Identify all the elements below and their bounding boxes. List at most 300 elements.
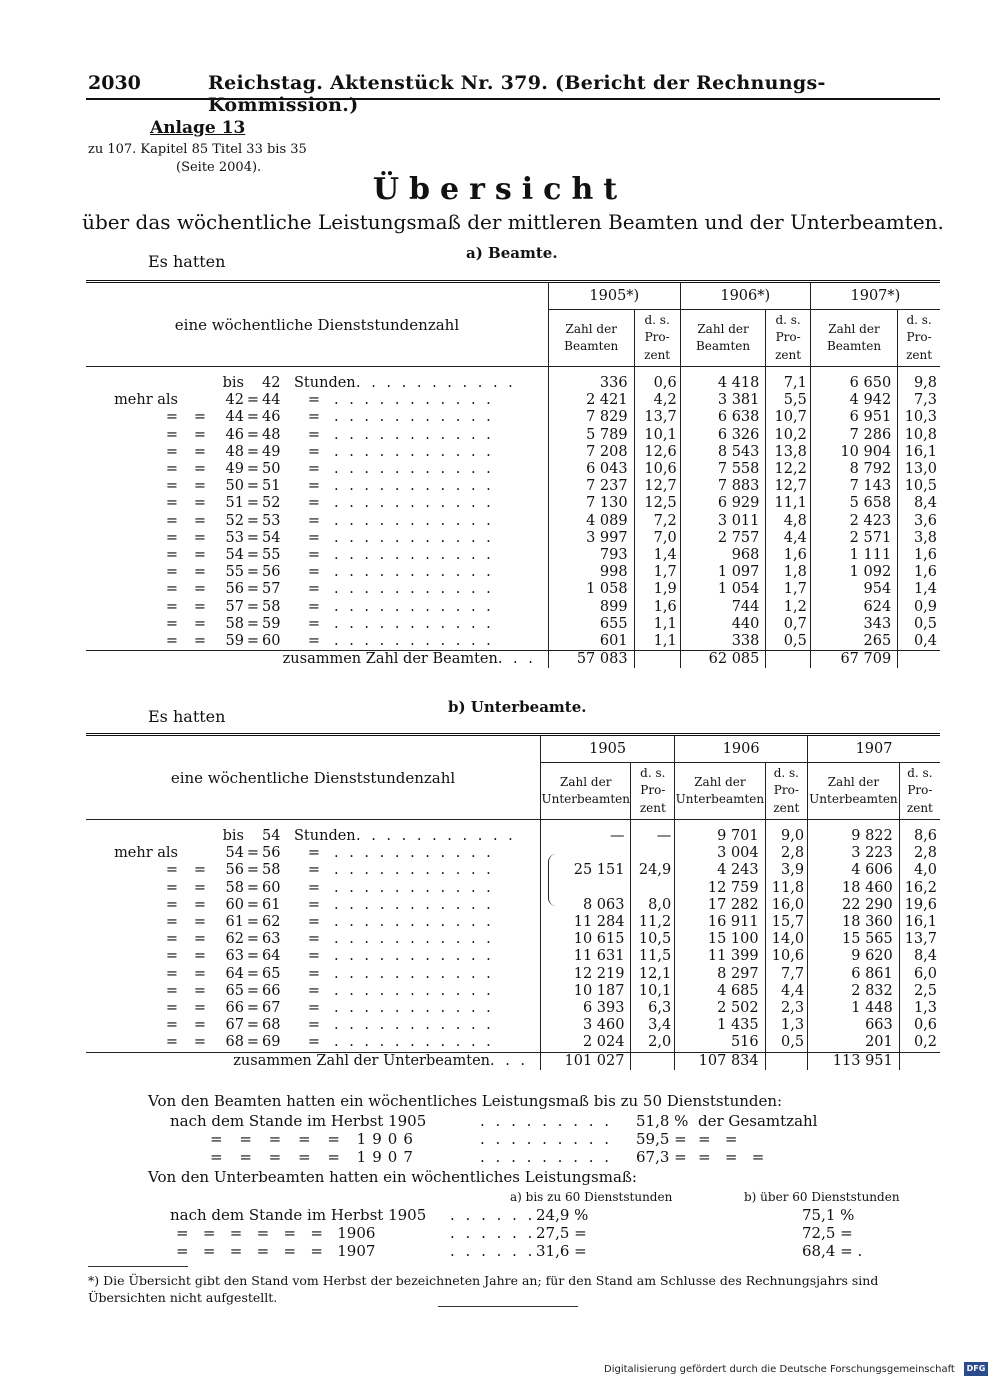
count-cell: 8 297	[675, 966, 765, 983]
table-row	[86, 616, 940, 633]
row-label	[86, 564, 548, 581]
count-cell: 7 883	[680, 478, 766, 495]
row-prefix: mehr als	[114, 845, 178, 862]
percent-cell: 7,2	[634, 513, 680, 530]
pct-label-line1: d. s.	[906, 313, 932, 328]
percent-cell: 0,5	[898, 616, 940, 633]
count-cell: 601	[548, 633, 634, 651]
row-ditto: =	[193, 914, 206, 931]
leader-dots: . . . . . . . . . . .	[334, 426, 494, 443]
count-cell: 5 658	[810, 495, 897, 512]
leader-dots: . . . . . . . . . . .	[334, 598, 494, 615]
percent-cell: 1,4	[898, 581, 940, 598]
running-title: Reichstag. Aktenstück Nr. 379. (Bericht der Rechnungs-Kommission.)	[208, 72, 826, 116]
table-b-col-header: eine wöchentliche Dienststundenzahl	[86, 735, 541, 820]
percent-cell	[631, 845, 675, 862]
leader-dots: . . . . . . . . . . .	[334, 633, 494, 650]
row-label	[86, 862, 541, 879]
count-cell: 9 822	[808, 828, 900, 845]
table-a-col-header: eine wöchentliche Dienststundenzahl	[86, 282, 548, 367]
table-row	[86, 478, 940, 495]
percent-cell: 2,8	[765, 845, 807, 862]
percent-col-header	[631, 763, 675, 820]
percent-cell: 4,8	[766, 513, 810, 530]
header-rule	[86, 98, 940, 100]
pct-label-line1: d. s.	[640, 766, 666, 781]
row-to: 69	[262, 1034, 281, 1051]
sum-empty	[899, 1052, 940, 1070]
count-label-line2: Beamten	[826, 339, 882, 353]
leader-dots: . . . . . . . . . . .	[334, 1017, 494, 1034]
percent-cell: 1,2	[766, 599, 810, 616]
percent-cell: 12,2	[766, 461, 810, 478]
percent-cell: 10,8	[898, 427, 940, 444]
percent-cell: 7,1	[766, 375, 810, 392]
leader-dots: . . . . . . . . . . .	[334, 529, 494, 546]
count-cell: 1 054	[680, 581, 766, 598]
count-cell: 4 685	[675, 983, 765, 1000]
row-label	[86, 948, 541, 965]
row-ditto: =	[246, 461, 260, 478]
row-from: 54	[225, 845, 244, 862]
leader-dots: . . . . . . . . .	[480, 1148, 613, 1166]
table-row	[86, 931, 940, 948]
count-cell: 2 024	[541, 1034, 631, 1052]
row-to: 64	[262, 948, 281, 965]
row-prefix: =	[165, 633, 178, 650]
percent-cell: 2,3	[765, 1000, 807, 1017]
leader-dots: . . . . . . . . . . .	[334, 1000, 494, 1017]
row-ditto: =	[193, 443, 206, 460]
row-ditto: =	[246, 879, 260, 896]
leader-dots: . . . . . . . . . . .	[334, 512, 494, 529]
summary-beamte-value: 59,5 =	[636, 1130, 687, 1148]
summary-beamte-tail: = = =	[698, 1148, 765, 1166]
count-cell: 8 543	[680, 444, 766, 461]
percent-cell: 16,1	[899, 914, 940, 931]
row-label	[86, 461, 548, 478]
count-cell: 1 448	[808, 1000, 900, 1017]
row-to: 56	[262, 845, 281, 862]
count-cell: 201	[808, 1034, 900, 1052]
count-cell: 265	[810, 633, 897, 651]
row-to: 51	[262, 478, 281, 495]
row-prefix: =	[165, 1017, 178, 1034]
table-row	[86, 599, 940, 616]
count-cell: 5 789	[548, 427, 634, 444]
percent-cell: 12,6	[634, 444, 680, 461]
sum-count: 113 951	[808, 1052, 900, 1070]
row-prefix: =	[165, 1034, 178, 1051]
row-prefix: =	[165, 862, 178, 879]
count-cell: 655	[548, 616, 634, 633]
pct-label-line1: d. s.	[907, 766, 933, 781]
row-from: 61	[225, 914, 244, 931]
row-ditto: =	[246, 1034, 260, 1051]
count-cell: 2 421	[548, 392, 634, 409]
row-to: 49	[262, 443, 281, 460]
sum-empty	[631, 1052, 675, 1070]
pct-label-line2: Pro-	[907, 783, 933, 798]
count-cell: 16 911	[675, 914, 765, 931]
percent-cell: 3,9	[765, 862, 807, 879]
percent-cell: 1,3	[899, 1000, 940, 1017]
pct-label-line2: Pro-	[644, 330, 670, 345]
row-unit: =	[307, 529, 321, 546]
row-unit: =	[307, 581, 321, 598]
row-ditto: =	[246, 845, 260, 862]
count-label-line2: Unterbeamten	[675, 792, 765, 806]
table-row	[86, 530, 940, 547]
row-unit: =	[307, 495, 321, 512]
summary-beamte-value: 67,3 =	[636, 1148, 687, 1166]
row-ditto: =	[193, 1000, 206, 1017]
count-col-header	[680, 310, 766, 367]
row-label	[86, 914, 541, 931]
sum-count: 67 709	[810, 651, 897, 669]
percent-cell: 10,2	[766, 427, 810, 444]
row-unit: =	[307, 564, 321, 581]
count-col-header	[541, 763, 631, 820]
row-unit: =	[307, 845, 321, 862]
pct-label-line3: zent	[906, 347, 933, 362]
count-cell: 343	[810, 616, 897, 633]
row-ditto: =	[193, 564, 206, 581]
leader-dots: . . . . . . . . . . .	[334, 982, 494, 999]
pct-label-line2: Pro-	[906, 330, 932, 345]
percent-cell: 13,8	[766, 444, 810, 461]
row-to: 44	[262, 392, 281, 409]
count-cell: 22 290	[808, 897, 900, 914]
count-cell: 1 111	[810, 547, 897, 564]
percent-cell: 19,6	[899, 897, 940, 914]
count-cell: 3 381	[680, 392, 766, 409]
percent-cell: 10,5	[898, 478, 940, 495]
row-from: 67	[225, 1017, 244, 1034]
table-row	[86, 897, 940, 914]
row-prefix: mehr als	[114, 392, 178, 409]
row-from: 56	[225, 862, 244, 879]
count-col-header	[808, 763, 900, 820]
table-row	[86, 983, 940, 1000]
count-cell: 10 904	[810, 444, 897, 461]
row-ditto: =	[193, 1017, 206, 1034]
percent-cell: 12,5	[634, 495, 680, 512]
section-a-title: a) Beamte.	[466, 244, 558, 262]
row-ditto: =	[193, 1034, 206, 1051]
count-cell: 663	[808, 1017, 900, 1034]
row-to: 46	[262, 409, 281, 426]
percent-cell: 16,0	[765, 897, 807, 914]
count-cell: 624	[810, 599, 897, 616]
percent-cell: 6,3	[631, 1000, 675, 1017]
count-cell: 10 187	[541, 983, 631, 1000]
table-row	[86, 880, 940, 897]
row-label	[86, 880, 541, 897]
row-ditto: =	[193, 965, 206, 982]
percent-cell: 9,0	[765, 828, 807, 845]
row-prefix: =	[165, 512, 178, 529]
pct-label-line3: zent	[639, 800, 666, 815]
count-cell: 338	[680, 633, 766, 651]
count-label-line1: Zahl der	[827, 774, 880, 789]
beamte-table	[86, 280, 940, 668]
unterbeamte-table	[86, 733, 940, 1070]
leader-dots: . . . . . . . . . . .	[334, 392, 494, 409]
row-ditto: =	[246, 581, 260, 598]
count-col-header	[810, 310, 897, 367]
percent-cell: 8,4	[898, 495, 940, 512]
row-unit: =	[307, 931, 321, 948]
anlage-title: Anlage 13	[150, 118, 246, 138]
percent-cell: 1,6	[634, 599, 680, 616]
leader-dots: . . . . . . . . . . .	[334, 914, 494, 931]
pct-label-line2: Pro-	[775, 330, 801, 345]
sum-row	[86, 651, 940, 669]
percent-cell: 10,1	[634, 427, 680, 444]
row-label	[86, 427, 548, 444]
count-cell: 6 929	[680, 495, 766, 512]
page-subtitle: über das wöchentliche Leistungsmaß der mittleren Beamten und der Unterbeamten.	[82, 210, 944, 234]
row-unit: =	[307, 409, 321, 426]
sum-count: 57 083	[548, 651, 634, 669]
percent-cell: 10,5	[631, 931, 675, 948]
percent-cell: 12,1	[631, 966, 675, 983]
percent-cell: 2,8	[899, 845, 940, 862]
percent-cell: 13,0	[898, 461, 940, 478]
es-hatten-label-b: Es hatten	[148, 707, 226, 726]
summary-unter-col-a: a) bis zu 60 Dienststunden	[510, 1190, 673, 1204]
row-label	[86, 444, 548, 461]
table-row	[86, 513, 940, 530]
count-cell: 25 151	[541, 862, 631, 879]
row-to: 56	[262, 564, 281, 581]
count-cell: 11 399	[675, 948, 765, 965]
row-prefix: =	[165, 443, 178, 460]
page-title: Übersicht	[372, 172, 628, 207]
row-to: 63	[262, 931, 281, 948]
percent-cell: 0,9	[898, 599, 940, 616]
row-from: 56	[225, 581, 244, 598]
row-ditto: =	[246, 495, 260, 512]
table-row	[86, 966, 940, 983]
row-ditto: =	[246, 1017, 260, 1034]
row-to: 66	[262, 982, 281, 999]
row-ditto: =	[246, 564, 260, 581]
row-label	[86, 375, 548, 392]
row-unit: =	[307, 879, 321, 896]
count-cell: 18 460	[808, 880, 900, 897]
row-to: 59	[262, 615, 281, 632]
row-prefix: =	[165, 598, 178, 615]
count-cell: 2 832	[808, 983, 900, 1000]
percent-cell: 3,8	[898, 530, 940, 547]
count-col-header	[548, 310, 634, 367]
table-row	[86, 845, 940, 862]
row-label	[86, 1000, 541, 1017]
leader-dots: . . . . . . . . . . .	[334, 443, 494, 460]
count-cell: 7 237	[548, 478, 634, 495]
count-cell: 4 418	[680, 375, 766, 392]
row-label	[86, 966, 541, 983]
leader-dots: . . . . . . . . . . .	[356, 375, 516, 391]
row-ditto: =	[246, 1000, 260, 1017]
row-ditto: =	[246, 529, 260, 546]
sum-label	[86, 651, 548, 669]
count-cell: 6 650	[810, 375, 897, 392]
row-to: 61	[262, 896, 281, 913]
footnote-rule	[88, 1266, 188, 1267]
row-unit: =	[307, 982, 321, 999]
count-cell: 336	[548, 375, 634, 392]
count-cell: 3 460	[541, 1017, 631, 1034]
count-cell: 6 043	[548, 461, 634, 478]
count-cell: 3 223	[808, 845, 900, 862]
leader-dots: . . . . . .	[450, 1224, 536, 1242]
count-label-line2: Beamten	[564, 339, 619, 353]
percent-cell: 11,8	[765, 880, 807, 897]
row-to: 42	[262, 375, 281, 391]
count-cell: 3 011	[680, 513, 766, 530]
anlage-page-ref: (Seite 2004).	[176, 160, 262, 175]
row-ditto: =	[246, 948, 260, 965]
summary-beamte-intro: Von den Beamten hatten ein wöchentliches Leistungsmaß bis zu 50 Dienststunden:	[148, 1092, 783, 1110]
row-ditto: =	[246, 914, 260, 931]
percent-cell: 0,4	[898, 633, 940, 651]
summary-unter-a: 27,5 =	[536, 1224, 587, 1242]
percent-cell: 1,6	[898, 547, 940, 564]
row-prefix: =	[165, 461, 178, 478]
row-unit: =	[307, 1034, 321, 1051]
row-to: 53	[262, 512, 281, 529]
row-unit: =	[307, 547, 321, 564]
row-unit: =	[307, 896, 321, 913]
row-ditto: =	[246, 443, 260, 460]
row-prefix: =	[165, 914, 178, 931]
percent-cell: 8,4	[899, 948, 940, 965]
percent-col-header	[898, 310, 940, 367]
leader-dots: . . . . . . . . . . .	[334, 879, 494, 896]
pct-label-line2: Pro-	[773, 783, 799, 798]
count-cell: 9 701	[675, 828, 765, 845]
leader-dots: . . . . . . . . . . .	[334, 409, 494, 426]
row-unit: Stunden	[294, 828, 356, 844]
count-cell: 7 130	[548, 495, 634, 512]
row-to: 60	[262, 633, 281, 650]
percent-cell: 4,4	[766, 530, 810, 547]
count-cell: 12 219	[541, 966, 631, 983]
percent-col-header	[634, 310, 680, 367]
count-label-line1: Zahl der	[694, 774, 746, 789]
row-unit: =	[307, 426, 321, 443]
count-cell: 10 615	[541, 931, 631, 948]
leader-dots: . . . . . . . . . . .	[334, 547, 494, 564]
row-unit: =	[307, 633, 321, 650]
table-row	[86, 409, 940, 426]
row-unit: =	[307, 478, 321, 495]
percent-cell: 12,7	[634, 478, 680, 495]
percent-cell: 0,7	[766, 616, 810, 633]
row-prefix: =	[165, 931, 178, 948]
leader-dots: . . . . . . . . . . .	[334, 495, 494, 512]
leader-dots: . . . . . . . . .	[480, 1112, 613, 1130]
percent-cell: 10,7	[766, 409, 810, 426]
row-ditto: =	[193, 948, 206, 965]
percent-cell: 2,5	[899, 983, 940, 1000]
count-label-line2: Unterbeamten	[541, 792, 630, 806]
row-prefix: =	[165, 426, 178, 443]
table-row	[86, 1000, 940, 1017]
percent-cell: 0,6	[899, 1017, 940, 1034]
table-b-year-1907: 1907	[808, 735, 940, 763]
row-label	[86, 983, 541, 1000]
row-unit: =	[307, 461, 321, 478]
row-from: 60	[225, 896, 244, 913]
row-ditto: =	[193, 931, 206, 948]
count-cell: 7 208	[548, 444, 634, 461]
summary-beamte-tail: der Gesamtzahl	[698, 1112, 818, 1130]
percent-cell: 5,5	[766, 392, 810, 409]
row-from: 42	[225, 392, 244, 409]
percent-cell: 10,6	[634, 461, 680, 478]
percent-cell: 11,2	[631, 914, 675, 931]
leader-dots: . . . . . . . . . . .	[334, 564, 494, 581]
row-from: bis	[222, 375, 244, 391]
row-unit: =	[307, 443, 321, 460]
table-row	[86, 392, 940, 409]
table-row	[86, 564, 940, 581]
sum-label-text: zusammen Zahl der Beamten	[282, 651, 498, 668]
count-cell: 744	[680, 599, 766, 616]
row-from: 59	[225, 633, 244, 650]
row-label	[86, 599, 548, 616]
row-from: 58	[225, 879, 244, 896]
percent-cell: 4,0	[899, 862, 940, 879]
percent-cell: 7,3	[898, 392, 940, 409]
row-to: 54	[262, 529, 281, 546]
leader-dots: . . . . . . . . . . .	[334, 581, 494, 598]
summary-unter-b: 72,5 =	[802, 1224, 853, 1242]
percent-cell: 7,7	[765, 966, 807, 983]
leader-dots: . . . . . . . . . . .	[334, 965, 494, 982]
row-label	[86, 495, 548, 512]
table-row	[86, 375, 940, 392]
percent-cell: 16,2	[899, 880, 940, 897]
table-row	[86, 633, 940, 651]
row-prefix: =	[165, 495, 178, 512]
row-from: 49	[225, 461, 244, 478]
row-prefix: =	[165, 547, 178, 564]
count-cell: 8 792	[810, 461, 897, 478]
row-prefix: =	[165, 948, 178, 965]
sum-empty	[766, 651, 810, 669]
grouping-brace	[548, 854, 559, 906]
es-hatten-label-a: Es hatten	[148, 252, 226, 271]
summary-unter-b: 68,4 = .	[802, 1242, 863, 1260]
count-cell: 793	[548, 547, 634, 564]
percent-cell: 12,7	[766, 478, 810, 495]
percent-cell: 1,7	[634, 564, 680, 581]
table-row	[86, 495, 940, 512]
anlage-reference: zu 107. Kapitel 85 Titel 33 bis 35	[88, 142, 307, 157]
count-cell: 3 004	[675, 845, 765, 862]
row-ditto: =	[193, 512, 206, 529]
row-ditto: =	[193, 495, 206, 512]
percent-cell: 10,3	[898, 409, 940, 426]
summary-unter-a: 24,9 %	[536, 1206, 589, 1224]
pct-label-line1: d. s.	[773, 766, 799, 781]
summary-unter-line-label: nach dem Stande im Herbst 1905	[170, 1206, 427, 1224]
